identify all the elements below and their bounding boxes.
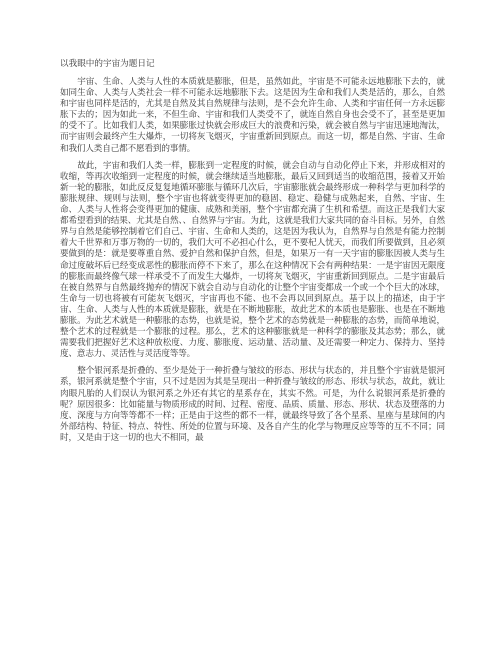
paragraph-2: 故此，宇宙和我们人类一样，膨胀到一定程度的时候，就会自动与自动化停止下来，并形成相对的收缩，等再次收缩到一定程度的时候，就会继续适当地膨胀，最后又回到适当的收缩范围，接着又开始新一轮的膨胀，如此反反复复地循环膨胀与循环几次后，宇宙膨胀就会最终形成一种科学与更加科学的膨胀规律、规则与法则，整个宇宙也将就变得更加的稳固、稳定、稳健与成熟起来，自然、宇宙、生命、人类与人性将会变得更加的健康、成熟和美丽，整个宇宙都充满了生机和希望。而这正是我们大家都希望看到的结果、尤其是自然、、自然界与宇宙。为此，这就是我们大家共同的奋斗目标。另外，自然界与自然是能够控制着它们自己、宇宙、生命和人类的，这是因为我认为，自然界与自然是有能力控制着大千世界和万事万物的一切的，我们大可不必担心什么，更不要杞人忧天，而我们所要做到，且必须要做到的是：就是要尊重自然、爱护自然和保护自然，但是，如果万一有一天宇宙的膨胀因被人类与生命过度破坏后已经变成恶性的膨胀而停不下来了，那么在这种情况下会有两种结果：一是宇宙因无限度的膨胀而最终像气球一样承受不了而发生大爆炸，一切将灰飞烟灭，宇宙重新回到原点。二是宇宙最后在被自然界与自然最终抛弃的情况下就会自动与自动化的让整个宇宙变都成一个或一个个巨大的冰球，生命与一切也将被有可能灰飞烟灭，宇宙再也不能、也不会再以回到原点。基于以上的描述，由于宇宙、生命、人类与人性的本质就是膨胀，就是在不断地膨胀，故此艺术的本质也是膨胀、也是在不断地膨胀。为此艺术就是一种膨胀的态势，也就是说，整个艺术的态势就是一种膨胀的态势，而简单地说，整个艺术的过程就是一个膨胀的过程。那么，艺术的这种膨胀就是一种科学的膨胀及其态势；那么，就需要我们把握好艺术这种放松度、力度、膨胀度、运动量、活动量、及还需要一种定力、保持力、坚持度、意志力、灵活性与灵活度等等。: [60, 160, 445, 360]
document-body: [60, 77, 445, 450]
paragraph-3: 整个银河系是折叠的、至少是处于一种折叠与皱纹的形态、形状与状态的，并且整个宇宙就是银河系，银河系就是整个宇宙，只不过是因为其是呈现出一种折叠与皱纹的形态、形状与状态，故此，就让肉眼凡胎的人们误认为银河系之外还有其它的星系存在，其实不然。可是，为什么说银河系是折叠的呢？原因很多：比如能量与物质形成的时间、过程、密度、品质、质量、形态、形状、状态及堕落的力度、深度与方向等等都不一样；正是由于这些的都不一样，就最终导致了各个星系、星座与星球间的内外部结构、特征、特点、特性、所处的位置与环境、及各自产生的化学与物理反应等等的互不不同；同时，又是由于这一切的也大不相同，最: [60, 366, 445, 443]
paragraph-1: 宇宙、生命、人类与人性的本质就是膨胀，但是，虽然如此，宇宙是不可能永远地膨胀下去的，就如同生命、人类与人类社会一样不可能永远地膨胀下去。这是因为生命和我们人类是活的，那么，自然和宇宙也同样是活的，尤其是自然及其自然规律与法则，是不会允许生命、人类和宇宙任何一方永远膨胀下去的；因为如此一来，不但生命、宇宙和我们人类受不了，就连自然自身也会受不了，甚至是更加的受不了。比如我们人类，如果膨胀过快就会形成巨大的浪费和污染，就会被自然与宇宙迅速地淘汰，而宇宙则会最终产生大爆炸，一切将灰飞烟灭，宇宙重新回到原点。而这一切，都是自然、宇宙、生命和我们人类自己都不愿看到的事情。: [60, 77, 445, 154]
document-title: 以我眼中的宇宙为题日记: [60, 59, 155, 69]
